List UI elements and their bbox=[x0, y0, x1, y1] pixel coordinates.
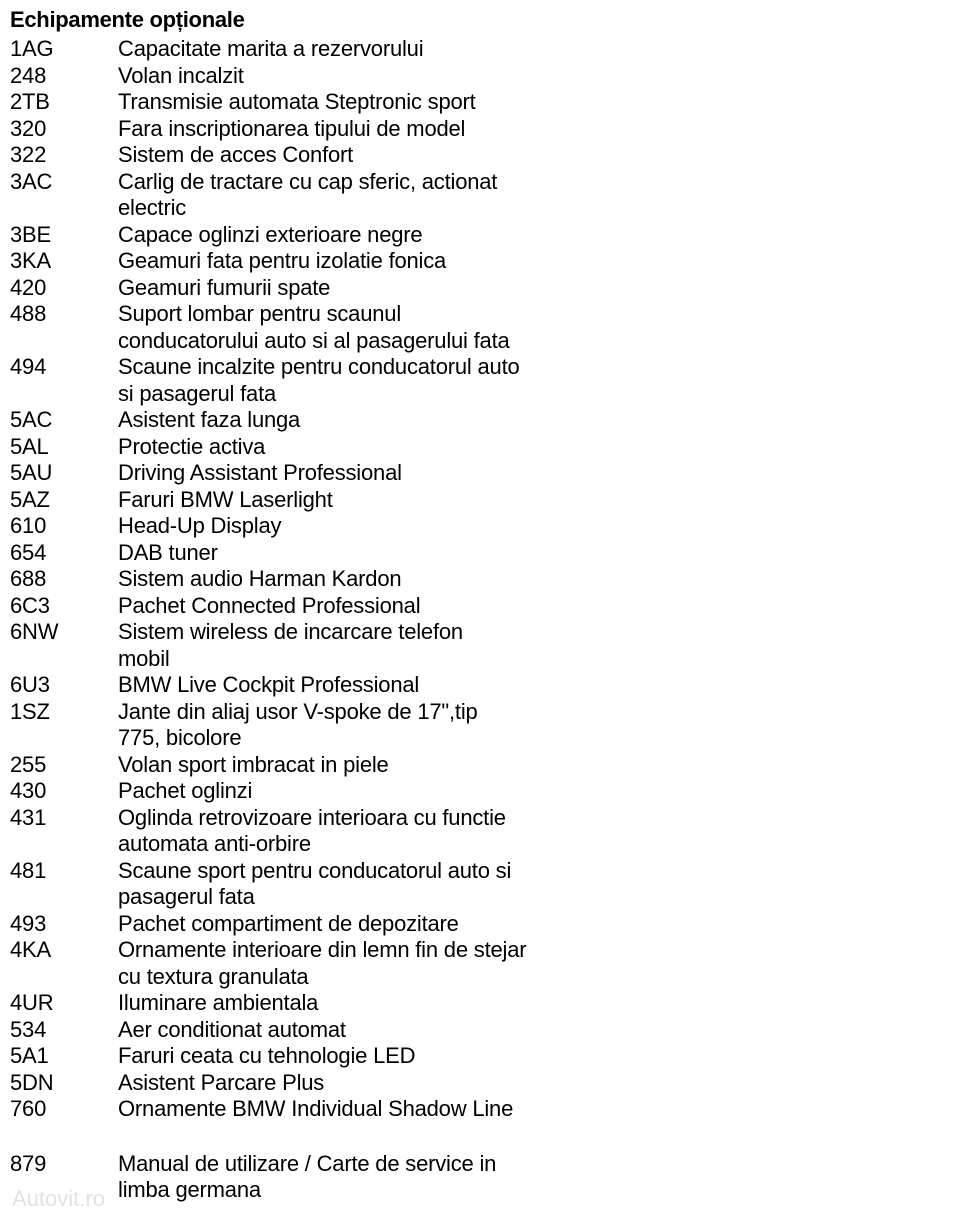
page-title: Echipamente opționale bbox=[10, 7, 245, 32]
option-description: Iluminare ambientala bbox=[118, 990, 319, 1015]
list-item bbox=[10, 699, 570, 752]
option-description: Oglinda retrovizoare interioara cu functie automata anti-orbire bbox=[118, 804, 506, 856]
option-description: Sistem audio Harman Kardon bbox=[118, 566, 402, 591]
option-code: 760 bbox=[10, 1096, 47, 1121]
option-code: 5AC bbox=[10, 407, 53, 432]
watermark-logo: Autovit.ro bbox=[12, 1186, 105, 1211]
option-description: Driving Assistant Professional bbox=[118, 460, 402, 485]
option-code: 6NW bbox=[10, 619, 59, 644]
equipment-list bbox=[10, 36, 570, 1204]
option-code: 430 bbox=[10, 778, 47, 803]
list-item bbox=[10, 434, 570, 461]
option-description: Faruri ceata cu tehnologie LED bbox=[118, 1043, 416, 1068]
list-item bbox=[10, 619, 570, 672]
option-description: Volan incalzit bbox=[118, 62, 244, 88]
option-code: 494 bbox=[10, 354, 47, 379]
option-description: Jante din aliaj usor V-spoke de 17",tip 775, bicolore bbox=[118, 698, 478, 750]
option-description: Suport lombar pentru scaunul conducatorului auto si al pasagerului fata bbox=[118, 301, 510, 353]
list-item bbox=[10, 222, 570, 249]
option-code: 3AC bbox=[10, 168, 53, 194]
option-description: Sistem de acces Confort bbox=[118, 142, 354, 167]
list-item bbox=[10, 1017, 570, 1044]
option-description: BMW Live Cockpit Professional bbox=[118, 672, 420, 697]
list-item bbox=[10, 593, 570, 620]
option-code: 5DN bbox=[10, 1069, 54, 1095]
option-code: 4UR bbox=[10, 990, 54, 1015]
option-code: 3KA bbox=[10, 248, 51, 273]
option-code: 488 bbox=[10, 301, 47, 326]
list-item bbox=[10, 116, 570, 143]
option-code: 5AZ bbox=[10, 486, 50, 512]
option-description: Pachet oglinzi bbox=[118, 778, 253, 803]
list-item bbox=[10, 142, 570, 169]
option-code: 248 bbox=[10, 62, 47, 88]
option-description: Geamuri fumurii spate bbox=[118, 274, 331, 300]
option-description: Ornamente interioare din lemn fin de stejar cu textura granulata bbox=[118, 937, 527, 989]
list-item bbox=[10, 513, 570, 540]
option-code: 420 bbox=[10, 274, 47, 300]
list-item bbox=[10, 301, 570, 354]
option-code: 688 bbox=[10, 566, 47, 591]
option-code: 610 bbox=[10, 513, 47, 538]
option-description: Faruri BMW Laserlight bbox=[118, 486, 333, 512]
option-code: 6U3 bbox=[10, 672, 50, 697]
list-item bbox=[10, 487, 570, 514]
list-item bbox=[10, 460, 570, 487]
option-description: Fara inscriptionarea tipului de model bbox=[118, 115, 466, 141]
list-item bbox=[10, 566, 570, 593]
option-description: Head-Up Display bbox=[118, 513, 282, 538]
list-spacer bbox=[10, 1123, 570, 1151]
option-description: Manual de utilizare / Carte de service in limba germana bbox=[118, 1150, 497, 1202]
option-description: Capacitate marita a rezervorului bbox=[118, 36, 424, 61]
list-item bbox=[10, 63, 570, 90]
option-code: 255 bbox=[10, 751, 47, 777]
option-description: Asistent faza lunga bbox=[118, 407, 301, 432]
option-description: Scaune incalzite pentru conducatorul auto si pasagerul fata bbox=[118, 354, 520, 406]
list-item bbox=[10, 407, 570, 434]
list-item bbox=[10, 1096, 570, 1123]
option-code: 481 bbox=[10, 857, 47, 883]
list-item bbox=[10, 911, 570, 938]
list-item bbox=[10, 858, 570, 911]
list-item bbox=[10, 672, 570, 699]
option-code: 431 bbox=[10, 804, 47, 830]
option-code: 534 bbox=[10, 1016, 47, 1042]
option-code: 5A1 bbox=[10, 1043, 49, 1068]
option-description: Carlig de tractare cu cap sferic, actionat electric bbox=[118, 168, 498, 220]
option-description: Capace oglinzi exterioare negre bbox=[118, 221, 423, 247]
list-item bbox=[10, 752, 570, 779]
option-code: 1AG bbox=[10, 36, 54, 61]
list-item bbox=[10, 248, 570, 275]
list-item bbox=[10, 1070, 570, 1097]
option-code: 2TB bbox=[10, 89, 50, 114]
list-item bbox=[10, 36, 570, 63]
option-code: 4KA bbox=[10, 937, 51, 962]
option-code: 879 bbox=[10, 1150, 47, 1176]
option-description: Scaune sport pentru conducatorul auto si pasagerul fata bbox=[118, 857, 512, 909]
list-item bbox=[10, 937, 570, 990]
option-code: 5AL bbox=[10, 433, 49, 459]
option-description: Asistent Parcare Plus bbox=[118, 1069, 325, 1095]
option-code: 322 bbox=[10, 142, 47, 167]
option-description: Transmisie automata Steptronic sport bbox=[118, 89, 476, 114]
option-code: 493 bbox=[10, 910, 47, 936]
list-item bbox=[10, 354, 570, 407]
option-code: 6C3 bbox=[10, 592, 50, 618]
list-item bbox=[10, 778, 570, 805]
option-description: Sistem wireless de incarcare telefon mobil bbox=[118, 619, 463, 671]
option-code: 5AU bbox=[10, 460, 53, 485]
option-description: Pachet compartiment de depozitare bbox=[118, 910, 459, 936]
document bbox=[10, 4, 570, 1204]
option-description: Geamuri fata pentru izolatie fonica bbox=[118, 248, 447, 273]
list-item bbox=[10, 169, 570, 222]
list-item bbox=[10, 805, 570, 858]
list-item bbox=[10, 990, 570, 1017]
list-item bbox=[10, 540, 570, 567]
option-description: Aer conditionat automat bbox=[118, 1016, 346, 1042]
option-code: 654 bbox=[10, 539, 47, 565]
list-item bbox=[10, 1043, 570, 1070]
option-description: Pachet Connected Professional bbox=[118, 592, 421, 618]
option-description: Protectie activa bbox=[118, 433, 266, 459]
option-description: DAB tuner bbox=[118, 539, 218, 565]
option-description: Volan sport imbracat in piele bbox=[118, 751, 389, 777]
option-code: 320 bbox=[10, 115, 47, 141]
option-code: 3BE bbox=[10, 221, 51, 247]
list-item bbox=[10, 89, 570, 116]
option-description: Ornamente BMW Individual Shadow Line bbox=[118, 1096, 514, 1121]
list-item bbox=[10, 275, 570, 302]
option-code: 1SZ bbox=[10, 698, 50, 724]
